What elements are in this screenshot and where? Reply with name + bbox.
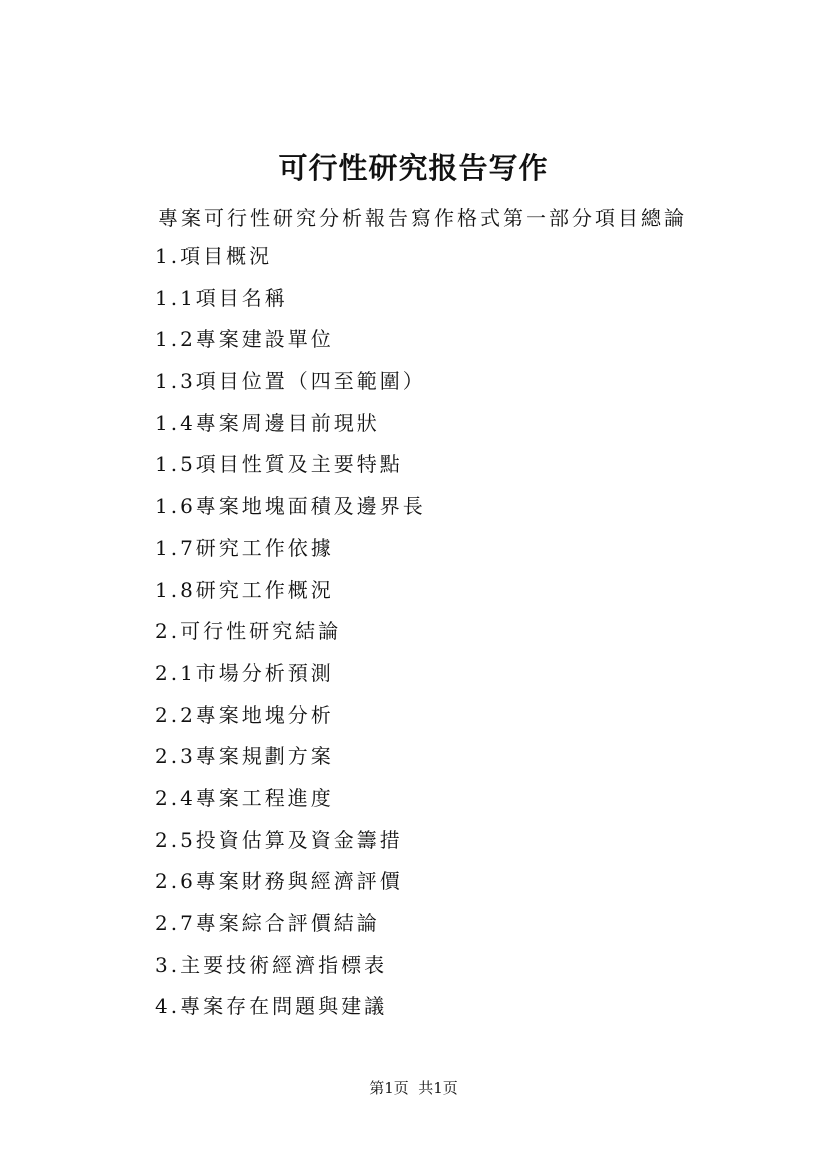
outline-item: 2.1市場分析預測 xyxy=(155,660,334,685)
outline-item: 4.專案存在問題與建議 xyxy=(155,994,388,1019)
outline-item: 1.4專案周邊目前現狀 xyxy=(155,410,380,435)
outline-item: 1.2專案建設單位 xyxy=(155,327,334,352)
outline-item: 2.5投資估算及資金籌措 xyxy=(155,827,403,852)
outline-item: 2.2專案地塊分析 xyxy=(155,702,334,727)
outline-item: 2.4專案工程進度 xyxy=(155,785,334,810)
outline-item: 1.5項目性質及主要特點 xyxy=(155,452,403,477)
outline-item: 1.6專案地塊面積及邊界長 xyxy=(155,494,426,519)
outline-item: 2.可行性研究結論 xyxy=(155,619,342,644)
outline-item: 2.7專案綜合評價結論 xyxy=(155,911,380,935)
outline-item: 2.6專案財務與經濟評價 xyxy=(155,869,403,894)
outline-item: 1.項目概況 xyxy=(155,244,273,268)
outline-item: 1.1項目名稱 xyxy=(155,285,288,310)
outline-item: 3.主要技術經濟指標表 xyxy=(155,952,388,977)
outline-item: 2.3專案規劃方案 xyxy=(155,744,334,769)
outline-list xyxy=(155,243,426,1035)
outline-item: 1.7研究工作依據 xyxy=(155,535,334,560)
document-title: 可行性研究报告写作 xyxy=(278,151,549,185)
outline-item: 1.3項目位置（四至範圍） xyxy=(155,369,426,394)
page-number-footer: 第1页 共1页 xyxy=(369,1079,458,1097)
document-subtitle: 專案可行性研究分析報告寫作格式第一部分項目總論 xyxy=(158,206,687,230)
outline-item: 1.8研究工作概況 xyxy=(155,577,334,602)
